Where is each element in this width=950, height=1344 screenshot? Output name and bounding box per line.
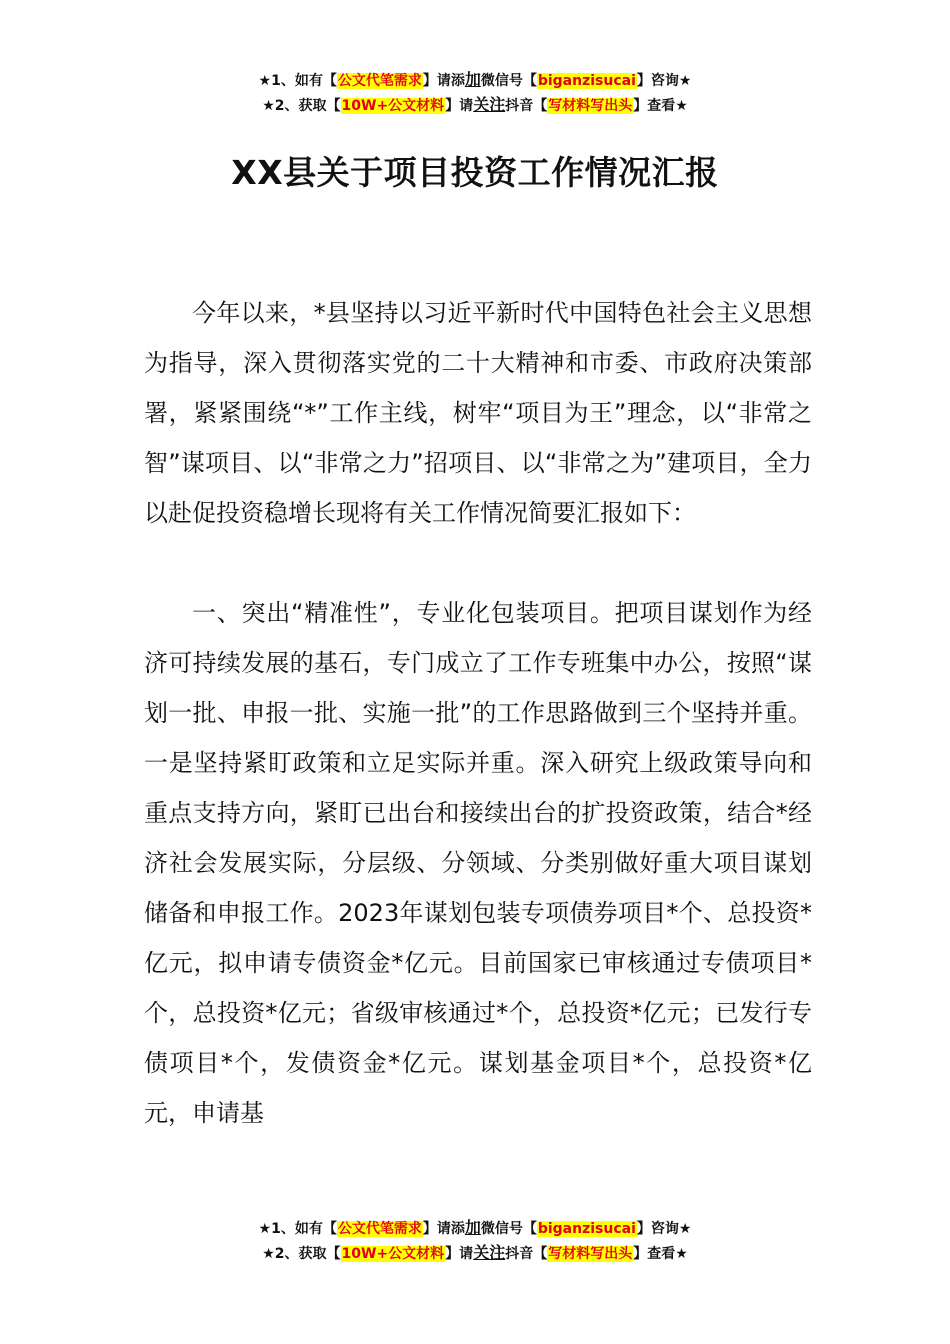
promo-text: 】请添 [422, 1221, 465, 1237]
promo-text: 抖音【 [505, 1246, 548, 1262]
promo-line-2 [0, 1241, 950, 1266]
promo-text: 】请 [445, 1246, 474, 1262]
promo-highlight: 10W+公文材料 [341, 98, 445, 114]
promo-douyin-id: 写材料写出头 [548, 98, 633, 114]
promo-line-1 [0, 1216, 950, 1241]
promo-line-1 [0, 68, 950, 93]
promo-text: 】查看★ [633, 1246, 688, 1262]
promo-text: ★2、获取【 [262, 1246, 341, 1262]
promo-highlight: 公文代笔需求 [337, 1221, 422, 1237]
promo-banner-bottom [0, 1216, 950, 1266]
page-title: XX县关于项目投资工作情况汇报 [231, 153, 719, 192]
promo-douyin-id: 写材料写出头 [548, 1246, 633, 1262]
promo-text: 微信号【 [480, 1221, 537, 1237]
promo-text: 】请 [445, 98, 474, 114]
promo-text: 微信号【 [480, 73, 537, 89]
promo-text: 】请添 [422, 73, 465, 89]
promo-underline: 关注 [473, 95, 506, 114]
promo-text: 】查看★ [633, 98, 688, 114]
paragraph-section-1: 一、突出“精准性”，专业化包装项目。把项目谋划作为经济可持续发展的基石，专门成立了工作专班集中办公，按照“谋划一批、申报一批、实施一批”的工作思路做到三个坚持并重。一是坚持紧盯政策和立足实际并重。深入研究上级政策导向和重点支持方向，紧盯已出台和接续出台的扩投资政策，结合*经济社会发展实际，分层级、分领域、分类别做好重大项目谋划储备和申报工作。2023年谋划包装专项债券项目*个、总投资*亿元，拟申请专债资金*亿元。目前国家已审核通过专债项目*个，总投资*亿元；省级审核通过*个，总投资*亿元；已发行专债项目*个，发债资金*亿元。谋划基金项目*个，总投资*亿元，申请基 [144, 599, 812, 1127]
promo-line-2 [0, 93, 950, 118]
promo-text: ★1、如有【 [258, 1221, 337, 1237]
promo-wechat-id: biganzisucai [537, 73, 636, 89]
promo-highlight: 公文代笔需求 [337, 73, 422, 89]
document-body [144, 288, 812, 1138]
promo-text: 】咨询★ [636, 1221, 692, 1237]
promo-underline: 加 [464, 70, 481, 89]
promo-text: 抖音【 [505, 98, 548, 114]
promo-text: ★1、如有【 [258, 73, 337, 89]
promo-banner-top [0, 68, 950, 118]
promo-wechat-id: biganzisucai [537, 1221, 636, 1237]
promo-underline: 加 [464, 1218, 481, 1237]
promo-highlight: 10W+公文材料 [341, 1246, 445, 1262]
promo-text: 】咨询★ [636, 73, 692, 89]
promo-underline: 关注 [473, 1243, 506, 1262]
promo-text: ★2、获取【 [262, 98, 341, 114]
paragraph-intro: 今年以来，*县坚持以习近平新时代中国特色社会主义思想为指导，深入贯彻落实党的二十大精神和市委、市政府决策部署，紧紧围绕“*”工作主线，树牢“项目为王”理念，以“非常之智”谋项目、以“非常之力”招项目、以“非常之为”建项目，全力以赴促投资稳增长现将有关工作情况简要汇报如下： [144, 299, 812, 527]
